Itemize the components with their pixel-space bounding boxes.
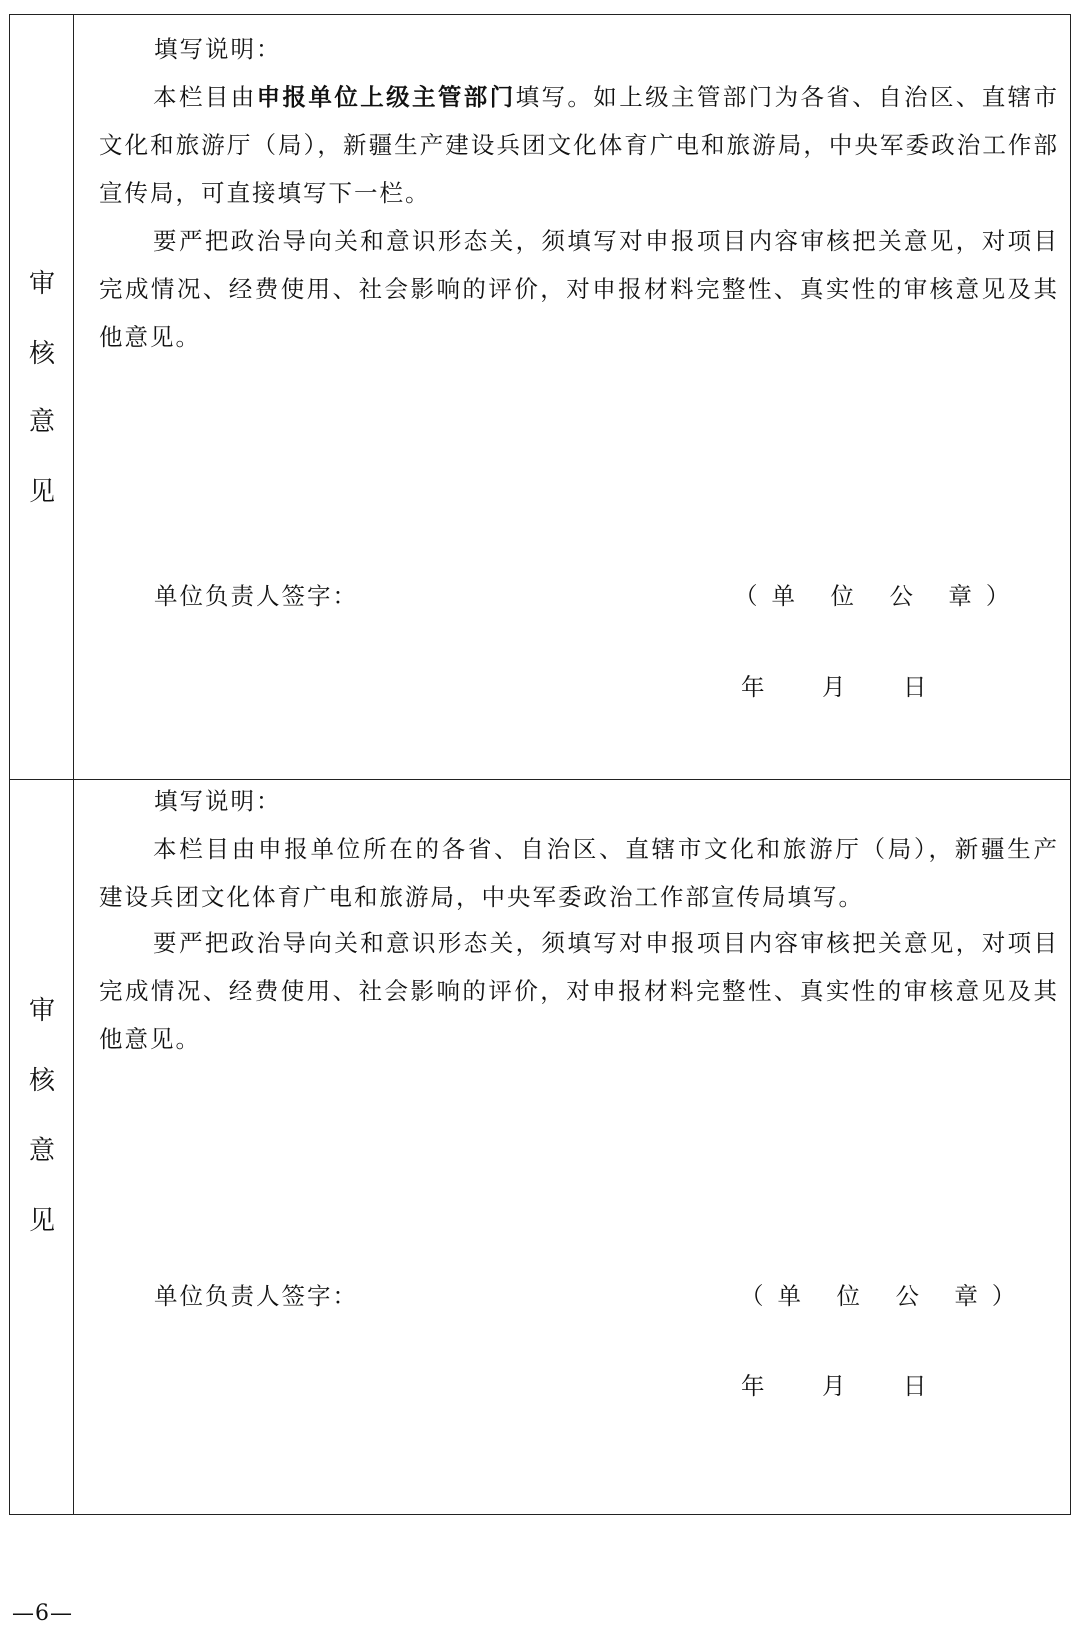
label-char: 核 (28, 1066, 55, 1096)
label-char: 意 (28, 407, 55, 437)
date-day-label: 日 (903, 673, 927, 701)
label-char: 审 (28, 996, 55, 1026)
seal-label: （单 位 公 章） (734, 582, 1024, 610)
date-day-label: 日 (903, 1372, 927, 1400)
review-form-table (9, 14, 1071, 1515)
instructions-paragraph-2: 要严把政治导向关和意识形态关，须填写对申报项目内容审核把关意见，对项目完成情况、经费使用、社会影响的评价，对申报材料完整性、真实性的审核意见及其他意见。 (99, 929, 1059, 1053)
signature-label: 单位负责人签字： (154, 1282, 358, 1310)
seal-label: （单 位 公 章） (740, 1282, 1030, 1310)
instructions-paragraph-2: 要严把政治导向关和意识形态关，须填写对申报项目内容审核把关意见，对项目完成情况、经费使用、社会影响的评价，对申报材料完整性、真实性的审核意见及其他意见。 (99, 227, 1059, 351)
page-number: —6— (12, 1601, 73, 1626)
signature-label: 单位负责人签字： (154, 582, 358, 610)
opinion-content-area[interactable] (74, 15, 1070, 779)
review-section-provincial-department (10, 780, 1070, 1514)
section-label-column (10, 780, 74, 1514)
instructions-paragraph-1: 本栏目由申报单位所在的各省、自治区、直辖市文化和旅游厅（局），新疆生产建设兵团文化体育广电和旅游局，中央军委政治工作部宣传局填写。 (99, 835, 1059, 911)
date-month-label: 月 (822, 673, 846, 701)
opinion-content-area[interactable] (74, 780, 1070, 1514)
instructions-heading: 填写说明： (154, 787, 282, 815)
label-char: 见 (28, 477, 55, 507)
section-label-column (10, 15, 74, 779)
label-char: 审 (28, 269, 55, 299)
para-emphasis: 申报单位上级主管部门 (256, 83, 516, 111)
review-section-superior-department (10, 15, 1070, 780)
date-year-label: 年 (741, 673, 765, 701)
label-char: 核 (28, 339, 55, 369)
instructions-paragraph-1 (99, 73, 1059, 217)
date-month-label: 月 (822, 1372, 846, 1400)
label-char: 见 (28, 1206, 55, 1236)
para-text: 填写。如上级主管部门为各省、自治区、直辖市文化和旅游厅（局），新疆生产建设兵团文化体育广电和旅游局，中央军委政治工作部宣传局，可直接填写下一栏。 (99, 83, 1060, 207)
date-year-label: 年 (741, 1372, 765, 1400)
para-text: 本栏目由 (153, 83, 257, 111)
label-char: 意 (28, 1136, 55, 1166)
instructions-heading: 填写说明： (154, 35, 282, 63)
